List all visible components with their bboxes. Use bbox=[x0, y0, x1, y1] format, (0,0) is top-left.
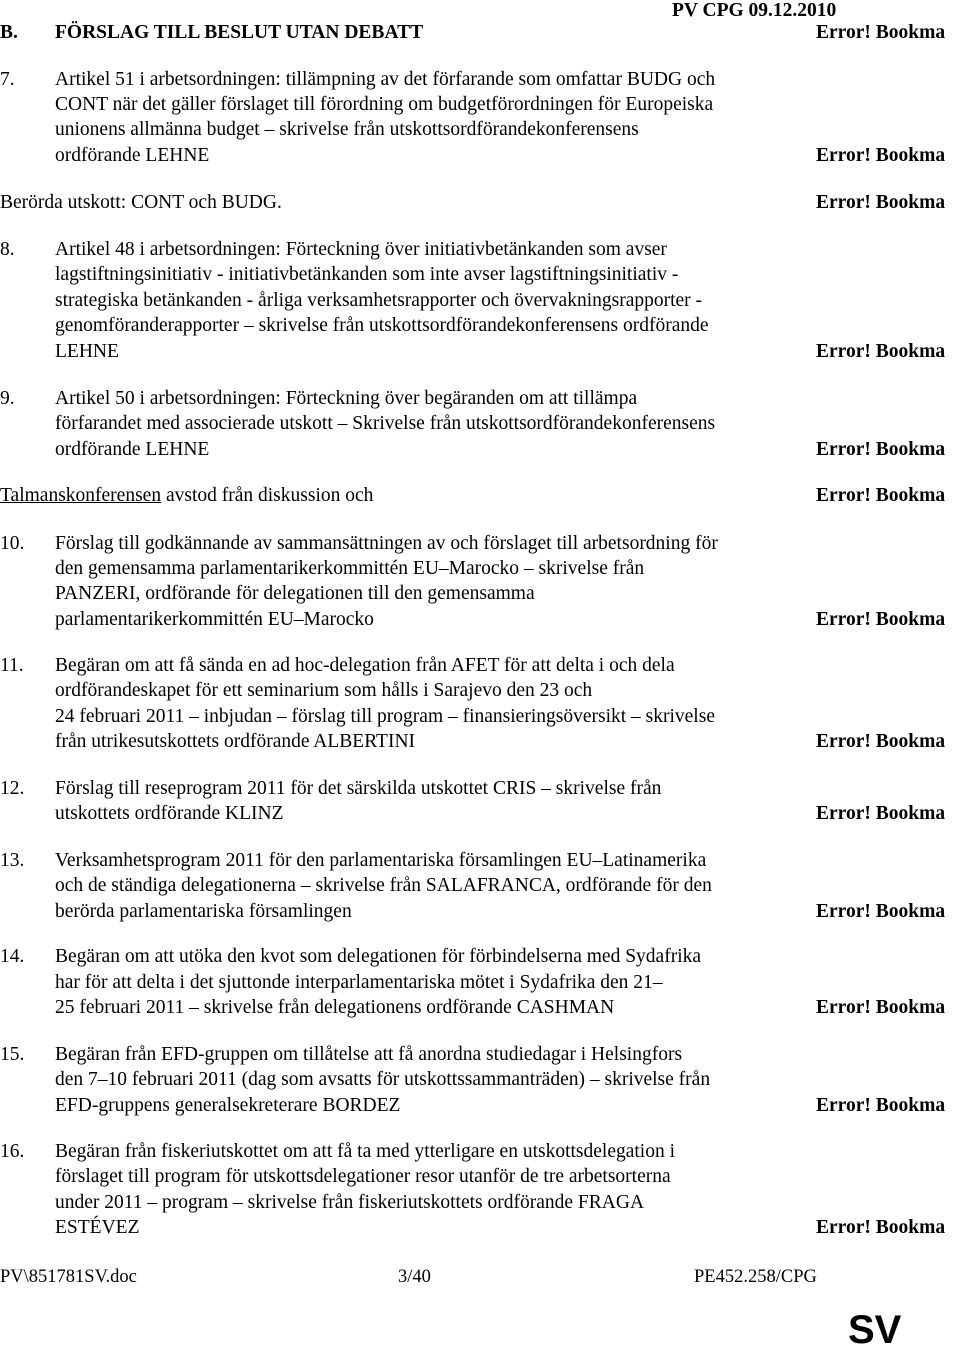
item-text-line: Begäran om att utöka den kvot som delegationen för förbindelserna med Sydafrika bbox=[55, 946, 702, 967]
error-bookmark: Error! Bookma bbox=[816, 997, 946, 1018]
item-number: 14. bbox=[0, 946, 25, 967]
conference-note-rest: avstod från diskussion och bbox=[161, 485, 374, 506]
item-text-line: Berörda utskott: CONT och BUDG. bbox=[0, 192, 282, 213]
item-text-line: berörda parlamentariska församlingen bbox=[55, 901, 352, 922]
item-text-line: förfarandet med associerade utskott – Skrivelse från utskottsordförandekonferensens bbox=[55, 413, 716, 434]
error-bookmark: Error! Bookma bbox=[816, 901, 946, 922]
section-title: FÖRSLAG TILL BESLUT UTAN DEBATT bbox=[55, 22, 424, 43]
item-text-line: PANZERI, ordförande för delegationen till den gemensamma bbox=[55, 583, 535, 604]
error-bookmark: Error! Bookma bbox=[816, 803, 946, 824]
item-text-line: Artikel 50 i arbetsordningen: Förteckning över begäranden om att tillämpa bbox=[55, 388, 638, 409]
item-text-line: Förslag till reseprogram 2011 för det särskilda utskottet CRIS – skrivelse från bbox=[55, 778, 662, 799]
item-text-line: Verksamhetsprogram 2011 för den parlamentariska församlingen EU–Latinamerika bbox=[55, 850, 707, 871]
item-number: 11. bbox=[0, 655, 24, 676]
item-number: 13. bbox=[0, 850, 25, 871]
item-text-line: 25 februari 2011 – skrivelse från delegationens ordförande CASHMAN bbox=[55, 997, 615, 1018]
item-number: 10. bbox=[0, 533, 25, 554]
item-number: 12. bbox=[0, 778, 25, 799]
item-text-line: förslaget till program för utskottsdelegationer resor utanför de tre arbetsorterna bbox=[55, 1166, 671, 1187]
item-text-line: ordförandeskapet för ett seminarium som hålls i Sarajevo den 23 och bbox=[55, 680, 593, 701]
section-letter: B. bbox=[0, 22, 18, 43]
item-text-line: den 7–10 februari 2011 (dag som avsatts för utskottssammanträden) – skrivelse från bbox=[55, 1069, 711, 1090]
error-bookmark: Error! Bookma bbox=[816, 609, 946, 630]
item-text-line: genomföranderapporter – skrivelse från utskottsordförandekonferensens ordförande bbox=[55, 315, 709, 336]
footer-file: PV\851781SV.doc bbox=[0, 1267, 137, 1287]
error-bookmark: Error! Bookma bbox=[816, 439, 946, 460]
item-text-line: utskottets ordförande KLINZ bbox=[55, 803, 284, 824]
item-text-line: Artikel 51 i arbetsordningen: tillämpning av det förfarande som omfattar BUDG och bbox=[55, 69, 716, 90]
error-bookmark: Error! Bookma bbox=[816, 341, 946, 362]
language-code: SV bbox=[848, 1308, 902, 1352]
item-number: 7. bbox=[0, 69, 15, 90]
error-bookmark: Error! Bookma bbox=[816, 192, 946, 213]
error-bookmark: Error! Bookma bbox=[816, 1095, 946, 1116]
item-text-line: ESTÉVEZ bbox=[55, 1217, 140, 1238]
item-text-line: Begäran om att få sända en ad hoc-delegation från AFET för att delta i och dela bbox=[55, 655, 675, 676]
item-text-line: Begäran från fiskeriutskottet om att få ta med ytterligare en utskottsdelegation i bbox=[55, 1141, 676, 1162]
item-number: 8. bbox=[0, 239, 15, 260]
item-text-line: lagstiftningsinitiativ - initiativbetänkanden som inte avser lagstiftningsinitiativ - bbox=[55, 264, 679, 285]
error-bookmark: Error! Bookma bbox=[816, 731, 946, 752]
item-text-line: CONT när det gäller förslaget till förordning om budgetförordningen för Europeiska bbox=[55, 94, 714, 115]
document-reference: PV CPG 09.12.2010 bbox=[672, 0, 837, 21]
item-text-line: parlamentarikerkommittén EU–Marocko bbox=[55, 609, 374, 630]
item-number: 9. bbox=[0, 388, 15, 409]
conference-note-text bbox=[0, 485, 373, 507]
item-text-line: unionens allmänna budget – skrivelse från utskottsordförandekonferensens bbox=[55, 119, 639, 140]
error-bookmark: Error! Bookma bbox=[816, 485, 946, 506]
item-text-line: har för att delta i det sjuttonde interparlamentariska mötet i Sydafrika den 21– bbox=[55, 972, 663, 993]
item-text-line: ordförande LEHNE bbox=[55, 439, 210, 460]
item-text-line: LEHNE bbox=[55, 341, 119, 362]
item-text-line: och de ständiga delegationerna – skrivelse från SALAFRANCA, ordförande för den bbox=[55, 875, 712, 896]
item-text-line: Förslag till godkännande av sammansättningen av och förslaget till arbetsordning för bbox=[55, 533, 718, 554]
footer-page: 3/40 bbox=[398, 1267, 431, 1287]
item-text-line: den gemensamma parlamentarikerkommittén EU–Marocko – skrivelse från bbox=[55, 558, 645, 579]
item-text-line: 24 februari 2011 – inbjudan – förslag till program – finansieringsöversikt – skrivelse bbox=[55, 706, 715, 727]
item-text-line: under 2011 – program – skrivelse från fiskeriutskottets ordförande FRAGA bbox=[55, 1192, 645, 1213]
header-error-bookmark: Error! Bookma bbox=[816, 22, 946, 43]
item-text-line: Artikel 48 i arbetsordningen: Förteckning över initiativbetänkanden som avser bbox=[55, 239, 667, 260]
item-number: 16. bbox=[0, 1141, 25, 1162]
item-text-line: strategiska betänkanden - årliga verksamhetsrapporter och övervakningsrapporter - bbox=[55, 290, 703, 311]
conference-link: Talmanskonferensen bbox=[0, 485, 162, 506]
item-text-line: från utrikesutskottets ordförande ALBERTINI bbox=[55, 731, 416, 752]
error-bookmark: Error! Bookma bbox=[816, 145, 946, 166]
error-bookmark: Error! Bookma bbox=[816, 1217, 946, 1238]
item-text-line: ordförande LEHNE bbox=[55, 145, 210, 166]
item-number: 15. bbox=[0, 1044, 25, 1065]
item-text-line: Begäran från EFD-gruppen om tillåtelse att få anordna studiedagar i Helsingfors bbox=[55, 1044, 683, 1065]
item-text-line: EFD-gruppens generalsekreterare BORDEZ bbox=[55, 1095, 401, 1116]
footer-ref: PE452.258/CPG bbox=[694, 1267, 817, 1287]
